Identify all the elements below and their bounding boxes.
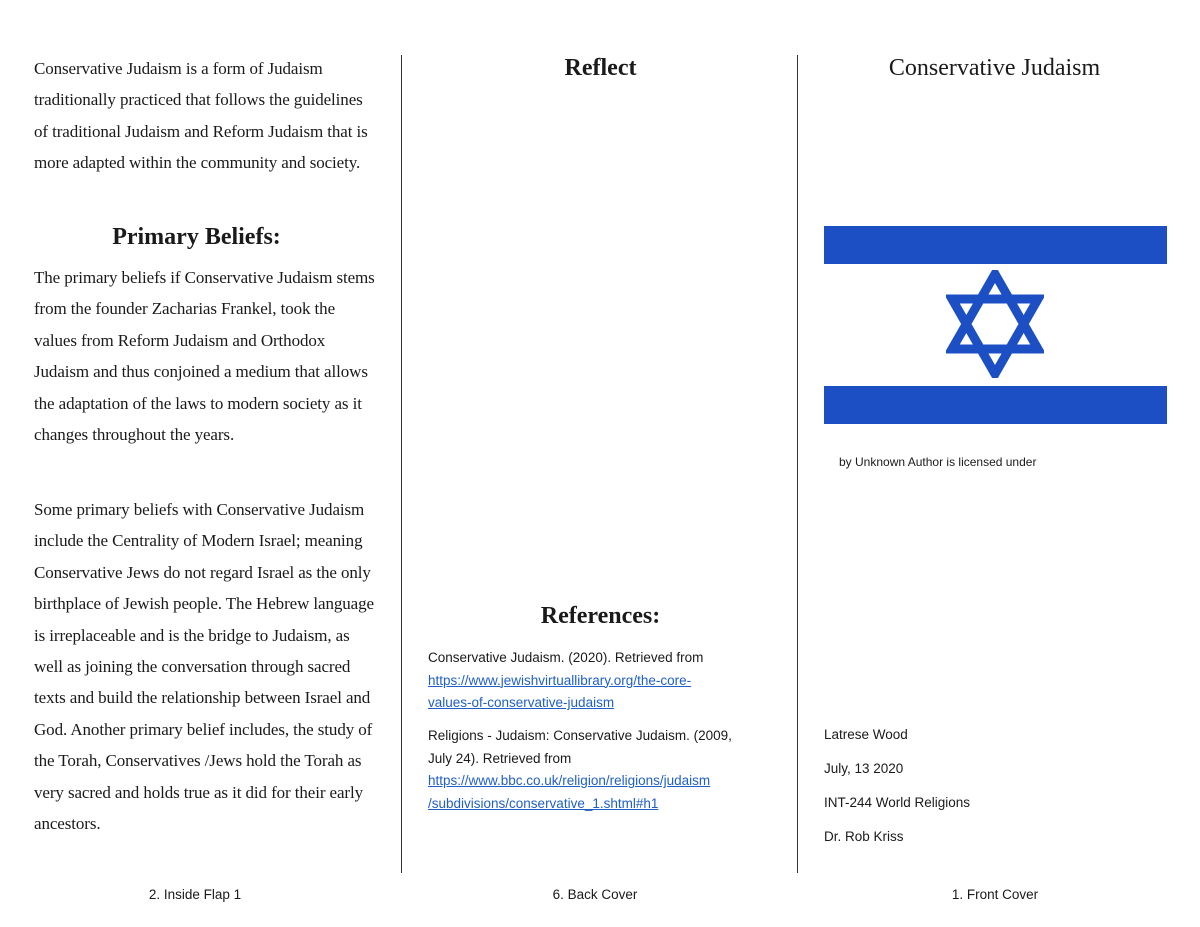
beliefs-paragraph-2: Some primary beliefs with Conservative Judaism include the Centrality of Modern Israel; meaning Conservative Jews do not regard Israel as the only birthplace of Jewish people. The Hebrew language is irreplaceable and is the bridge to Judaism, as well as joining the conversation through sacred texts and build the relationship between Israel and God. Another primary belief includes, the study of the Torah, Conservatives /Jews hold the Torah as very sacred and holds true as it did for their early ancestors. <box>34 500 374 834</box>
cover-date: July, 13 2020 <box>824 761 904 776</box>
panel-divider-left <box>401 55 402 873</box>
cover-title: Conservative Judaism <box>888 55 1101 81</box>
intro-paragraph: Conservative Judaism is a form of Judaism traditionally practiced that follows the guidelines of traditional Judaism and Reform Judaism that is more adapted within the community and society. <box>34 59 368 173</box>
primary-beliefs-heading: Primary Beliefs: <box>112 224 281 250</box>
reference-text: Religions - Judaism: Conservative Judaism. (2009, <box>428 728 732 743</box>
author-name: Latrese Wood <box>824 727 908 742</box>
footer-right: 1. Front Cover <box>951 887 1039 902</box>
panel-divider-right <box>797 55 798 873</box>
footer-center: 6. Back Cover <box>552 887 638 902</box>
cover-details <box>824 724 970 849</box>
reference-text: Conservative Judaism. (2020). Retrieved from <box>428 650 704 665</box>
footer-left: 2. Inside Flap 1 <box>148 887 242 902</box>
reference-link[interactable]: /subdivisions/conservative_1.shtml#h1 <box>428 795 659 811</box>
reference-text: July 24). Retrieved from <box>428 750 572 766</box>
reference-link[interactable]: https://www.bbc.co.uk/religion/religions/judaism <box>428 773 711 788</box>
reference-link[interactable]: https://www.jewishvirtuallibrary.org/the-core- <box>428 672 692 688</box>
flag-top-stripe <box>824 226 1167 264</box>
reference-link[interactable]: values-of-conservative-judaism <box>428 695 615 710</box>
reflect-heading: Reflect <box>564 55 637 81</box>
instructor-name: Dr. Rob Kriss <box>824 829 904 844</box>
reference-item <box>428 725 773 815</box>
references-heading: References: <box>540 603 661 629</box>
reference-item <box>428 647 773 715</box>
star-of-david-icon <box>946 270 1044 378</box>
image-caption: by Unknown Author is licensed under <box>839 455 1037 469</box>
beliefs-paragraph-1: The primary beliefs if Conservative Judaism stems from the founder Zacharias Frankel, took the values from Reform Judaism and Orthodox Judaism and thus conjoined a medium that allows the adaptation of the laws to modern society as it changes throughout the years. <box>34 268 375 445</box>
course-name: INT-244 World Religions <box>824 795 971 810</box>
flag-bottom-stripe <box>824 386 1167 424</box>
